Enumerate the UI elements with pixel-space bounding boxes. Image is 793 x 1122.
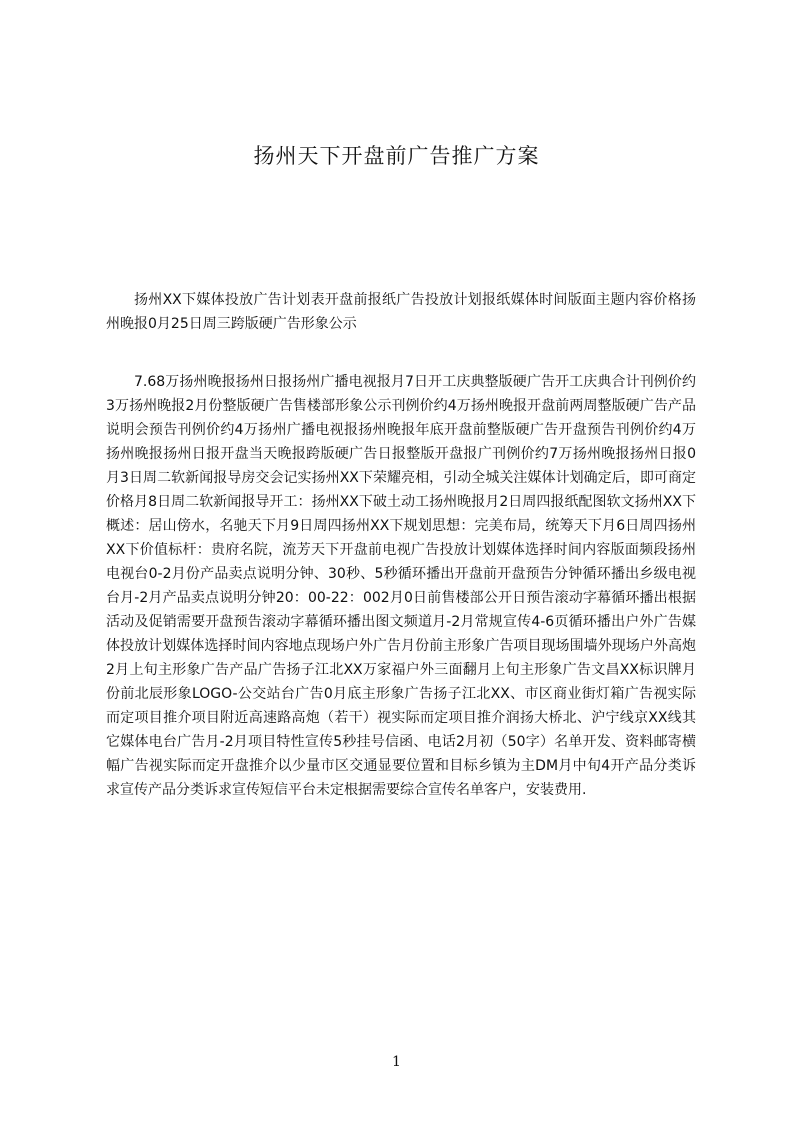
body-paragraph-media-plan-intro: 扬州XX下媒体投放广告计划表开盘前报纸广告投放计划报纸媒体时间版面主题内容价格扬州晚报0月25日周三跨版硬广告形象公示 [106,292,696,332]
document-title: 扬州天下开盘前广告推广方案 [253,144,540,168]
body-paragraph-media-plan-details: 7.68万扬州晚报扬州日报扬州广播电视报月7日开工庆典整版硬广告开工庆典合计刊例价约3万扬州晚报2月份整版硬广告售楼部形象公示刊例价约4万扬州晚报开盘前两周整版硬广告产品说明会预告刊例价约4万扬州广播电视报扬州晚报年底开盘前整版硬广告开盘预告刊例价约4万扬州晚报扬州日报开盘当天晚报跨版硬广告日报整版开盘报广刊例价约7万扬州晚报扬州日报0月3日周二软新闻报导房交会记实扬州XX下荣耀亮相，引动全城关注媒体计划确定后，即可商定价格月8日周二软新闻报导开工：扬州XX下破土动工扬州晚报月2日周四报纸配图软文扬州XX下概述：居山傍水，名驰天下月9日周四扬州XX下规划思想：完美布局，统筹天下月6日周四扬州XX下价值标杆：贵府名院，流芳天下开盘前电视广告投放计划媒体选择时间内容版面频段扬州电视台0-2月份产品卖点说明分钟、30秒、5秒循环播出开盘前开盘预告分钟循环播出乡级电视台月-2月产品卖点说明分钟20：00-22：002月0日前售楼部公开日预告滚动字幕循环播出根据活动及促销需要开盘预告滚动字幕循环播出图文频道月-2月常规宣传4-6页循环播出户外广告媒体投放计划媒体选择时间内容地点现场户外广告月份前主形象广告项目现场围墙外现场户外高炮2月上旬主形象广告产品广告扬子江北XX万家福户外三面翻月上旬主形象广告文昌XX标识牌月份前北辰形象LOGO-公交站台广告0月底主形象广告扬子江北XX、市区商业街灯箱广告视实际而定项目推介项目附近高速路高炮（若干）视实际而定项目推介润扬大桥北、沪宁线京XX线其它媒体电台广告月-2月项目特性宣传5秒挂号信函、电话2月初（50字）名单开发、资料邮寄横幅广告视实际而定开盘推介以少量市区交通显要位置和目标乡镇为主DM月中旬4开产品分类诉求宣传产品分类诉求宣传短信平台未定根据需要综合宣传名单客户，安装费用. [106,374,696,798]
page-number: 1 [392,1054,401,1070]
